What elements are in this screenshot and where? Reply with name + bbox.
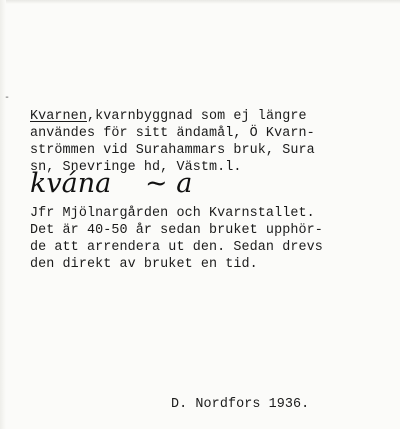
handwritten-suffix: ~ a [145, 168, 193, 199]
definition-line-3: strömmen vid Surahammars bruk, Sura [30, 143, 315, 158]
note-line-3: de att arrendera ut den. Sedan drevs [30, 240, 323, 255]
definition-line-1-rest: ,kvarnbyggnad som ej längre [86, 109, 307, 124]
card-left-edge [0, 0, 6, 429]
corner-mark: - [4, 92, 11, 103]
note-line-2: Det är 40-50 år sedan bruket upphör- [30, 223, 323, 238]
note-block [30, 205, 323, 273]
handwritten-pronunciation [30, 168, 250, 202]
headword: Kvarnen [30, 109, 87, 124]
definition-block [30, 108, 315, 176]
note-line-4: den direkt av bruket en tid. [30, 257, 258, 272]
definition-line-2: användes för sitt ändamål, Ö Kvarn- [30, 126, 315, 141]
note-line-1: Jfr Mjölnargården och Kvarnstallet. [30, 206, 315, 221]
card-top-edge [0, 0, 400, 4]
handwritten-form: kvána [30, 168, 112, 199]
definition-line-1 [30, 108, 315, 125]
definition-line-4: sn, Snevringe hd, Västm.l. [30, 160, 242, 175]
signature: D. Nordfors 1936. [171, 397, 310, 412]
